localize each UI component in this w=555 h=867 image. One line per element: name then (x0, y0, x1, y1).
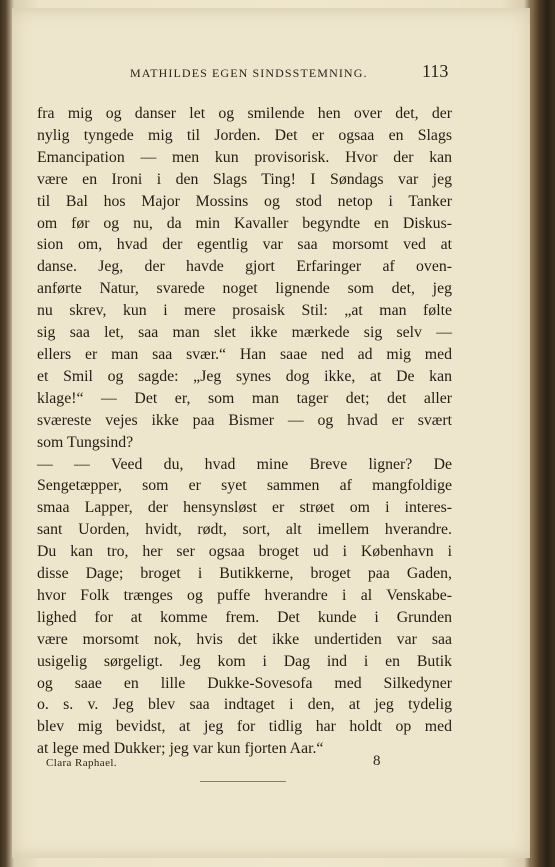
text-line: til Bal hos Major Mossins og stod netop i Tanker (37, 192, 452, 210)
text-line: usigelig sørgeligt. Jeg kom i Dag ind i en Butik (37, 652, 452, 670)
text-line: klage!“ — Det er, som man tager det; det aller (37, 389, 452, 407)
text-line: fra mig og danser let og smilende hen over det, der (37, 105, 452, 122)
text-line: lighed for at komme frem. Det kunde i Grunden (37, 608, 452, 626)
text-line: blev mig bevidst, at jeg for tidlig har holdt op med (37, 718, 452, 736)
text-line: et Smil og sagde: „Jeg synes dog ikke, at De kan (37, 367, 452, 385)
text-line: ellers er man saa svær.“ Han saae ned ad mig med (37, 345, 452, 363)
text-line: Emancipation — men kun provisorisk. Hvor der kan (37, 148, 452, 166)
text-line: nylig tyngede mig til Jorden. Det er ogsaa en Slags (37, 126, 452, 144)
page-footer (0, 752, 530, 792)
text-line: nu skrev, kun i mere prosaisk Stil: „at man følte (37, 302, 452, 320)
footer-rule (200, 781, 286, 782)
text-line: at lege med Dukker; jeg var kun fjorten Aar.“ (37, 740, 324, 758)
text-line: være en Ironi i den Slags Ting! I Søndags var jeg (37, 170, 452, 188)
page-number: 113 (422, 61, 449, 81)
text-line: sig saa let, saa man slet ikke mærkede sig selv — (37, 324, 452, 342)
text-line: o. s. v. Jeg blev saa indtaget i den, at jeg tydelig (37, 696, 452, 714)
text-line: — — Veed du, hvad mine Breve ligner? De (37, 455, 452, 473)
text-line: disse Dage; broget i Butikkerne, broget paa Gaden, (37, 565, 452, 583)
text-line: sværeste vejes ikke paa Bismer — og hvad er svært (37, 411, 452, 429)
text-line: som Tungsind? (37, 433, 134, 451)
text-line: Du kan tro, her ser ogsaa broget ud i København i (37, 543, 452, 561)
sheet-number: 8 (373, 753, 381, 769)
text-line: sant Uorden, hvidt, rødt, sort, alt imellem hverandre. (37, 521, 452, 539)
page-header (12, 60, 530, 86)
body-text (37, 103, 452, 760)
text-line: være morsomt nok, hvis det ikke undertiden var saa (37, 630, 452, 648)
text-line: smaa Lapper, der hensynsløst er strøet om i interes- (37, 499, 452, 517)
signature-mark: Clara Raphael. (46, 757, 117, 769)
text-line: og saae en lille Dukke-Sovesofa med Silkedyner (37, 674, 452, 692)
book-edge (531, 0, 555, 867)
text-line: Sengetæpper, som er syet sammen af mangfoldige (37, 477, 452, 495)
text-line: hvor Folk trænges og puffe hverandre i al Venskabe- (37, 586, 452, 604)
text-line: om før og nu, da min Kavaller begyndte en Diskus- (37, 214, 452, 232)
text-line: anførte Natur, svarede noget lignende som det, jeg (37, 280, 452, 298)
running-head: MATHILDES EGEN SINDSSTEMNING. (130, 66, 368, 80)
text-line: sion om, hvad der egentlig var saa morsomt ved at (37, 236, 452, 254)
text-line: danse. Jeg, der havde gjort Erfaringer af oven- (37, 258, 452, 276)
